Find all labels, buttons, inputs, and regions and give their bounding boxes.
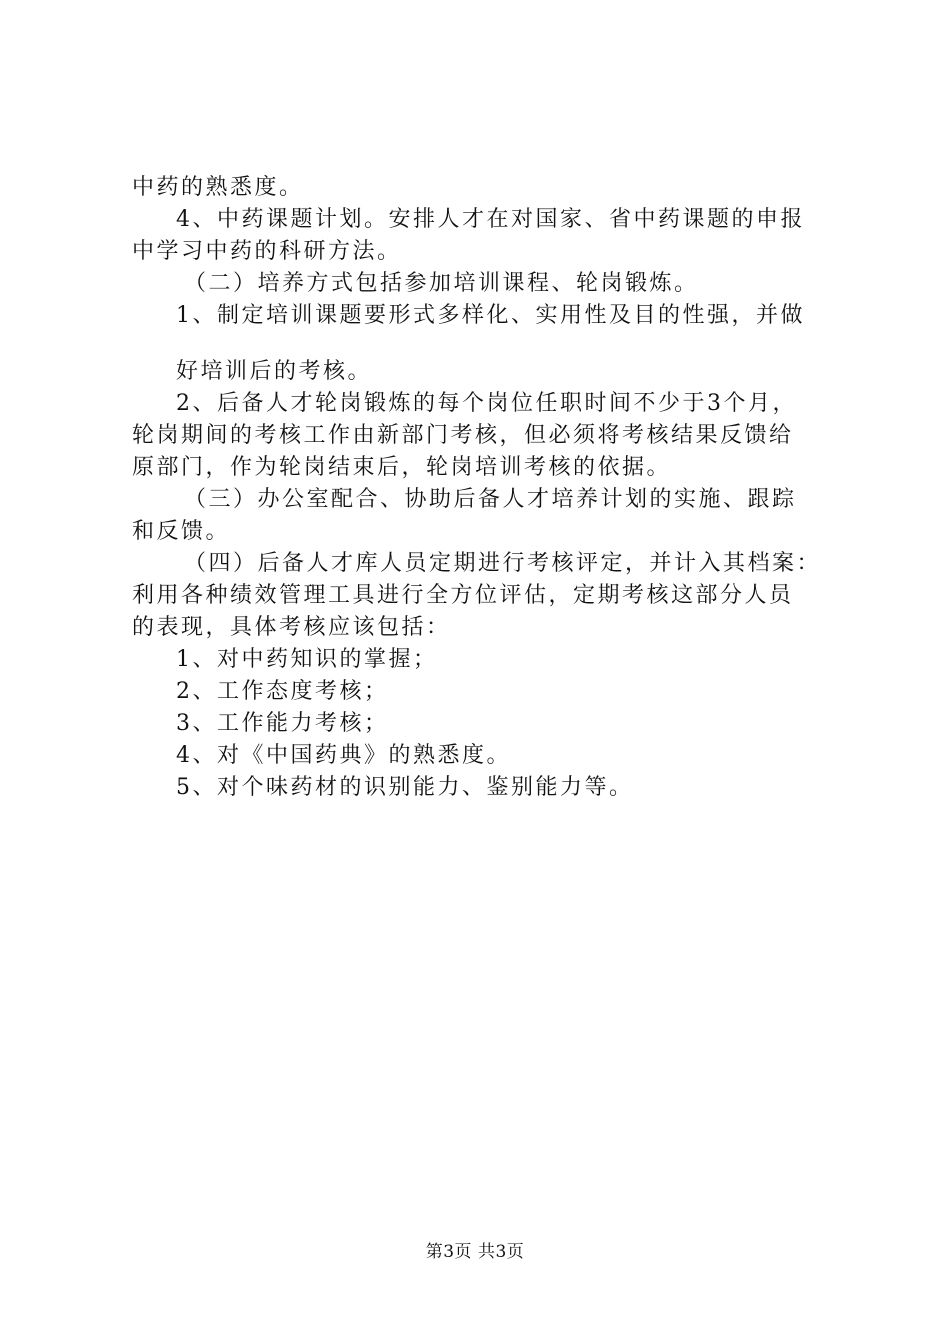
list-item: 2、工作态度考核； bbox=[176, 679, 389, 704]
paragraph-line: 中药的熟悉度。 bbox=[132, 175, 304, 200]
section-heading: （二）培养方式包括参加培训课程、轮岗锻炼。 bbox=[184, 271, 699, 296]
section-heading: （四）后备人才库人员定期进行考核评定，并计入其档案： bbox=[184, 551, 822, 576]
paragraph-line: 1、制定培训课题要形式多样化、实用性及目的性强，并做 bbox=[176, 303, 805, 328]
paragraph-line: 2、后备人才轮岗锻炼的每个岗位任职时间不少于3个月， bbox=[176, 391, 797, 416]
page-footer: 第3页 共3页 bbox=[425, 1242, 525, 1262]
paragraph-line: 和反馈。 bbox=[132, 519, 231, 544]
paragraph-line: 利用各种绩效管理工具进行全方位评估，定期考核这部分人员 bbox=[132, 583, 794, 608]
section-heading: （三）办公室配合、协助后备人才培养计划的实施、跟踪 bbox=[184, 487, 797, 512]
line-gap bbox=[132, 332, 832, 356]
list-item: 1、对中药知识的掌握； bbox=[176, 647, 438, 672]
paragraph-line: 4、中药课题计划。安排人才在对国家、省中药课题的申报 bbox=[176, 207, 805, 232]
paragraph-line: 中学习中药的科研方法。 bbox=[132, 239, 402, 264]
paragraph-line: 的表现，具体考核应该包括： bbox=[132, 615, 451, 640]
document-body bbox=[132, 172, 832, 804]
list-item: 3、工作能力考核； bbox=[176, 711, 389, 736]
list-item: 5、对个味药材的识别能力、鉴别能力等。 bbox=[176, 775, 634, 800]
paragraph-line: 原部门，作为轮岗结束后，轮岗培训考核的依据。 bbox=[132, 455, 672, 480]
list-item: 4、对《中国药典》的熟悉度。 bbox=[176, 743, 511, 768]
paragraph-line: 好培训后的考核。 bbox=[176, 359, 373, 384]
paragraph-line: 轮岗期间的考核工作由新部门考核，但必须将考核结果反馈给 bbox=[132, 423, 794, 448]
